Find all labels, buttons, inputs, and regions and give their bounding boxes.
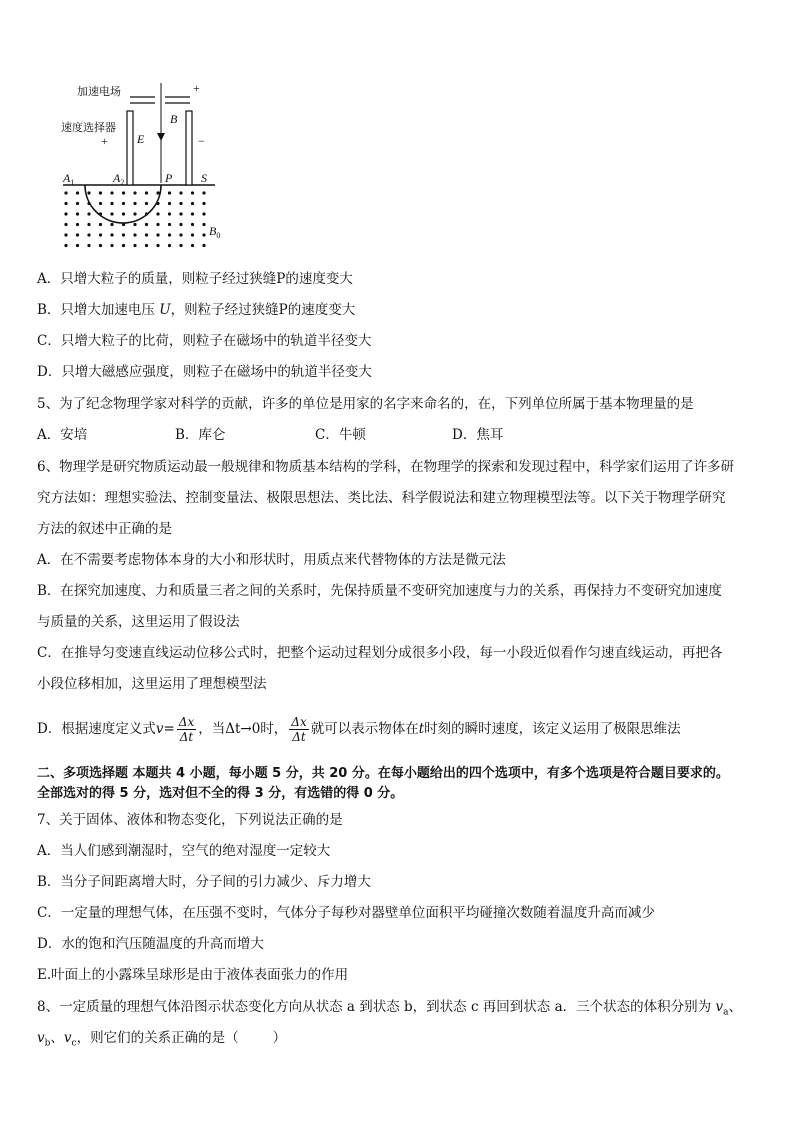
field-dot [133, 202, 136, 205]
q5-option-d: D．焦耳 [452, 427, 504, 443]
field-dot [191, 244, 194, 247]
field-dot [133, 233, 136, 236]
q7-option-b: B．当分子间距离增大时，分子间的引力减少、斥力增大 [37, 874, 371, 890]
q6-option-d: D．根据速度定义式v= $\frac{\Delta x}{\Delta t}$ ，当Δt→0时， $\frac{\Delta x}{\Delta t}$ 就可以表示物体在t时刻的瞬时速度，该定义运用了极限思维法 [37, 715, 681, 744]
q6-stem-1: 6、物理学是研究物质运动最一般规律和物质基本结构的学科，在物理学的探索和发现过程中，科学家们运用了许多研 [37, 459, 735, 475]
field-dot [202, 223, 205, 226]
field-dot [99, 233, 102, 236]
q7-option-e: E.叶面上的小露珠呈球形是由于液体表面张力的作用 [37, 967, 349, 983]
field-dot [110, 212, 113, 215]
field-dot [76, 233, 79, 236]
field-dot [122, 212, 125, 215]
field-dot [156, 233, 159, 236]
label-E: E [137, 132, 145, 146]
particle-arrow-icon [157, 133, 165, 141]
q5-option-c: C．牛顿 [315, 427, 366, 443]
q6-option-a: A．在不需要考虑物体本身的大小和形状时，用质点来代替物体的方法是微元法 [37, 552, 506, 568]
q7-option-a: A．当人们感到潮湿时，空气的绝对湿度一定较大 [37, 843, 331, 859]
field-dot [145, 202, 148, 205]
field-dot [168, 202, 171, 205]
field-dot [191, 212, 194, 215]
field-dot [191, 223, 194, 226]
field-dot [145, 244, 148, 247]
section2-heading-2: 全部选对的得 5 分，选对但不全的得 3 分，有选错的得 0 分。 [37, 786, 404, 801]
field-dot [87, 233, 90, 236]
q7-stem: 7、关于固体、液体和物态变化，下列说法正确的是 [37, 812, 343, 828]
field-dot [76, 202, 79, 205]
q5-options [37, 426, 503, 444]
field-dot [76, 223, 79, 226]
q7-option-d: D．水的饱和汽压随温度的升高而增大 [37, 936, 264, 952]
field-dot [133, 223, 136, 226]
field-dot [179, 223, 182, 226]
field-dot [87, 191, 90, 194]
field-dot [179, 191, 182, 194]
label-minus-right: − [198, 134, 205, 148]
q7-option-c: C．一定量的理想气体，在压强不变时，气体分子每秒对器壁单位面积平均碰撞次数随着温度升高而减少 [37, 905, 655, 921]
field-dot [76, 212, 79, 215]
q6-stem-2: 究方法如：理想实验法、控制变量法、极限思想法、类比法、科学假说法和建立物理模型法等。以下关于物理学研究 [37, 490, 726, 506]
field-dot [168, 244, 171, 247]
q5-option-b: B．库仑 [175, 427, 226, 443]
selector-plate-right [186, 111, 192, 185]
field-dot [110, 233, 113, 236]
field-dot [110, 223, 113, 226]
field-dot [76, 191, 79, 194]
label-accel-field: 加速电场 [77, 86, 121, 98]
field-dot [110, 191, 113, 194]
label-B: B [170, 112, 178, 126]
q4-option-d: D．只增大磁感应强度，则粒子在磁场中的轨道半径变大 [37, 364, 372, 380]
field-dot [156, 223, 159, 226]
field-dot [191, 191, 194, 194]
q6-option-b-1: B．在探究加速度、力和质量三者之间的关系时，先保持质量不变研究加速度与力的关系，再保持力不变研究加速度 [37, 583, 722, 599]
field-dot [191, 233, 194, 236]
field-dot [168, 223, 171, 226]
q6-stem-3: 方法的叙述中正确的是 [37, 521, 172, 537]
field-dot [64, 202, 67, 205]
label-S: S [201, 171, 207, 185]
field-dot [110, 202, 113, 205]
field-dot [64, 233, 67, 236]
q6-option-b-2: 与质量的关系，这里运用了假设法 [37, 614, 240, 630]
q4-option-b: B．只增大加速电压 U，则粒子经过狭缝P的速度变大 [37, 302, 356, 318]
section2-heading-1: 二、多项选择题 本题共 4 小题，每小题 5 分，共 20 分。在每小题给出的四个选项中，有多个选项是符合题目要求的。 [37, 766, 729, 781]
field-dot [64, 223, 67, 226]
field-dot [64, 244, 67, 247]
field-dot [76, 244, 79, 247]
field-dot [145, 223, 148, 226]
field-dot [202, 212, 205, 215]
field-dot [179, 212, 182, 215]
field-dot [179, 244, 182, 247]
label-B0: $B_0$ [209, 224, 221, 240]
field-dot [87, 212, 90, 215]
field-dot [145, 233, 148, 236]
field-dot [202, 244, 205, 247]
field-dot [133, 191, 136, 194]
q5-option-a: A．安培 [37, 427, 88, 443]
field-dot [99, 244, 102, 247]
field-dot [191, 202, 194, 205]
field-dot [122, 202, 125, 205]
fraction-dx-dt: $\frac{\Delta x}{\Delta t}$ [178, 715, 195, 744]
field-dot [99, 202, 102, 205]
q8-stem-2: $v_b$、$v_c$，则它们的关系正确的是（ ） [37, 1030, 287, 1049]
q6-option-c-2: 小段位移相加，这里运用了理想模型法 [37, 676, 267, 692]
label-plus-top: + [193, 81, 200, 95]
field-dot [202, 233, 205, 236]
field-dot [99, 223, 102, 226]
fraction-dx-dt-2: $\frac{\Delta x}{\Delta t}$ [291, 715, 307, 744]
field-dot [87, 244, 90, 247]
field-dot [156, 212, 159, 215]
field-dot [64, 191, 67, 194]
magnetic-field-dots [64, 191, 205, 247]
field-dot [168, 191, 171, 194]
field-dot [122, 191, 125, 194]
field-dot [122, 244, 125, 247]
field-dot [168, 233, 171, 236]
field-dot [168, 212, 171, 215]
field-dot [133, 244, 136, 247]
label-velocity-selector: 速度选择器 [61, 122, 116, 134]
field-dot [110, 244, 113, 247]
mass-spectrometer-diagram [55, 75, 245, 255]
q8-stem-1: 8、一定质量的理想气体沿图示状态变化方向从状态 a 到状态 b，到状态 c 再回到状态 a．三个状态的体积分别为 $v_a$、 [37, 999, 742, 1018]
field-dot [156, 244, 159, 247]
field-dot [87, 223, 90, 226]
q5-stem: 5、为了纪念物理学家对科学的贡献，许多的单位是用家的名字来命名的，在，下列单位所属于基本物理量的是 [37, 396, 694, 412]
field-dot [145, 191, 148, 194]
label-A1: $A_1$ [63, 171, 75, 187]
field-dot [156, 191, 159, 194]
q6-option-c-1: C．在推导匀变速直线运动位移公式时，把整个运动过程划分成很多小段，每一小段近似看作匀速直线运动，再把各 [37, 645, 723, 661]
label-A2: $A_2$ [113, 171, 125, 187]
label-plus-left: + [101, 134, 108, 148]
field-dot [99, 191, 102, 194]
field-dot [179, 202, 182, 205]
q4-option-a: A．只增大粒子的质量，则粒子经过狭缝P的速度变大 [37, 271, 353, 287]
field-dot [64, 212, 67, 215]
q4-option-c: C．只增大粒子的比荷，则粒子在磁场中的轨道半径变大 [37, 333, 372, 349]
field-dot [133, 212, 136, 215]
field-dot [202, 202, 205, 205]
selector-plate-left [127, 111, 133, 185]
field-dot [179, 233, 182, 236]
label-P: P [165, 171, 173, 185]
field-dot [202, 191, 205, 194]
field-dot [122, 233, 125, 236]
